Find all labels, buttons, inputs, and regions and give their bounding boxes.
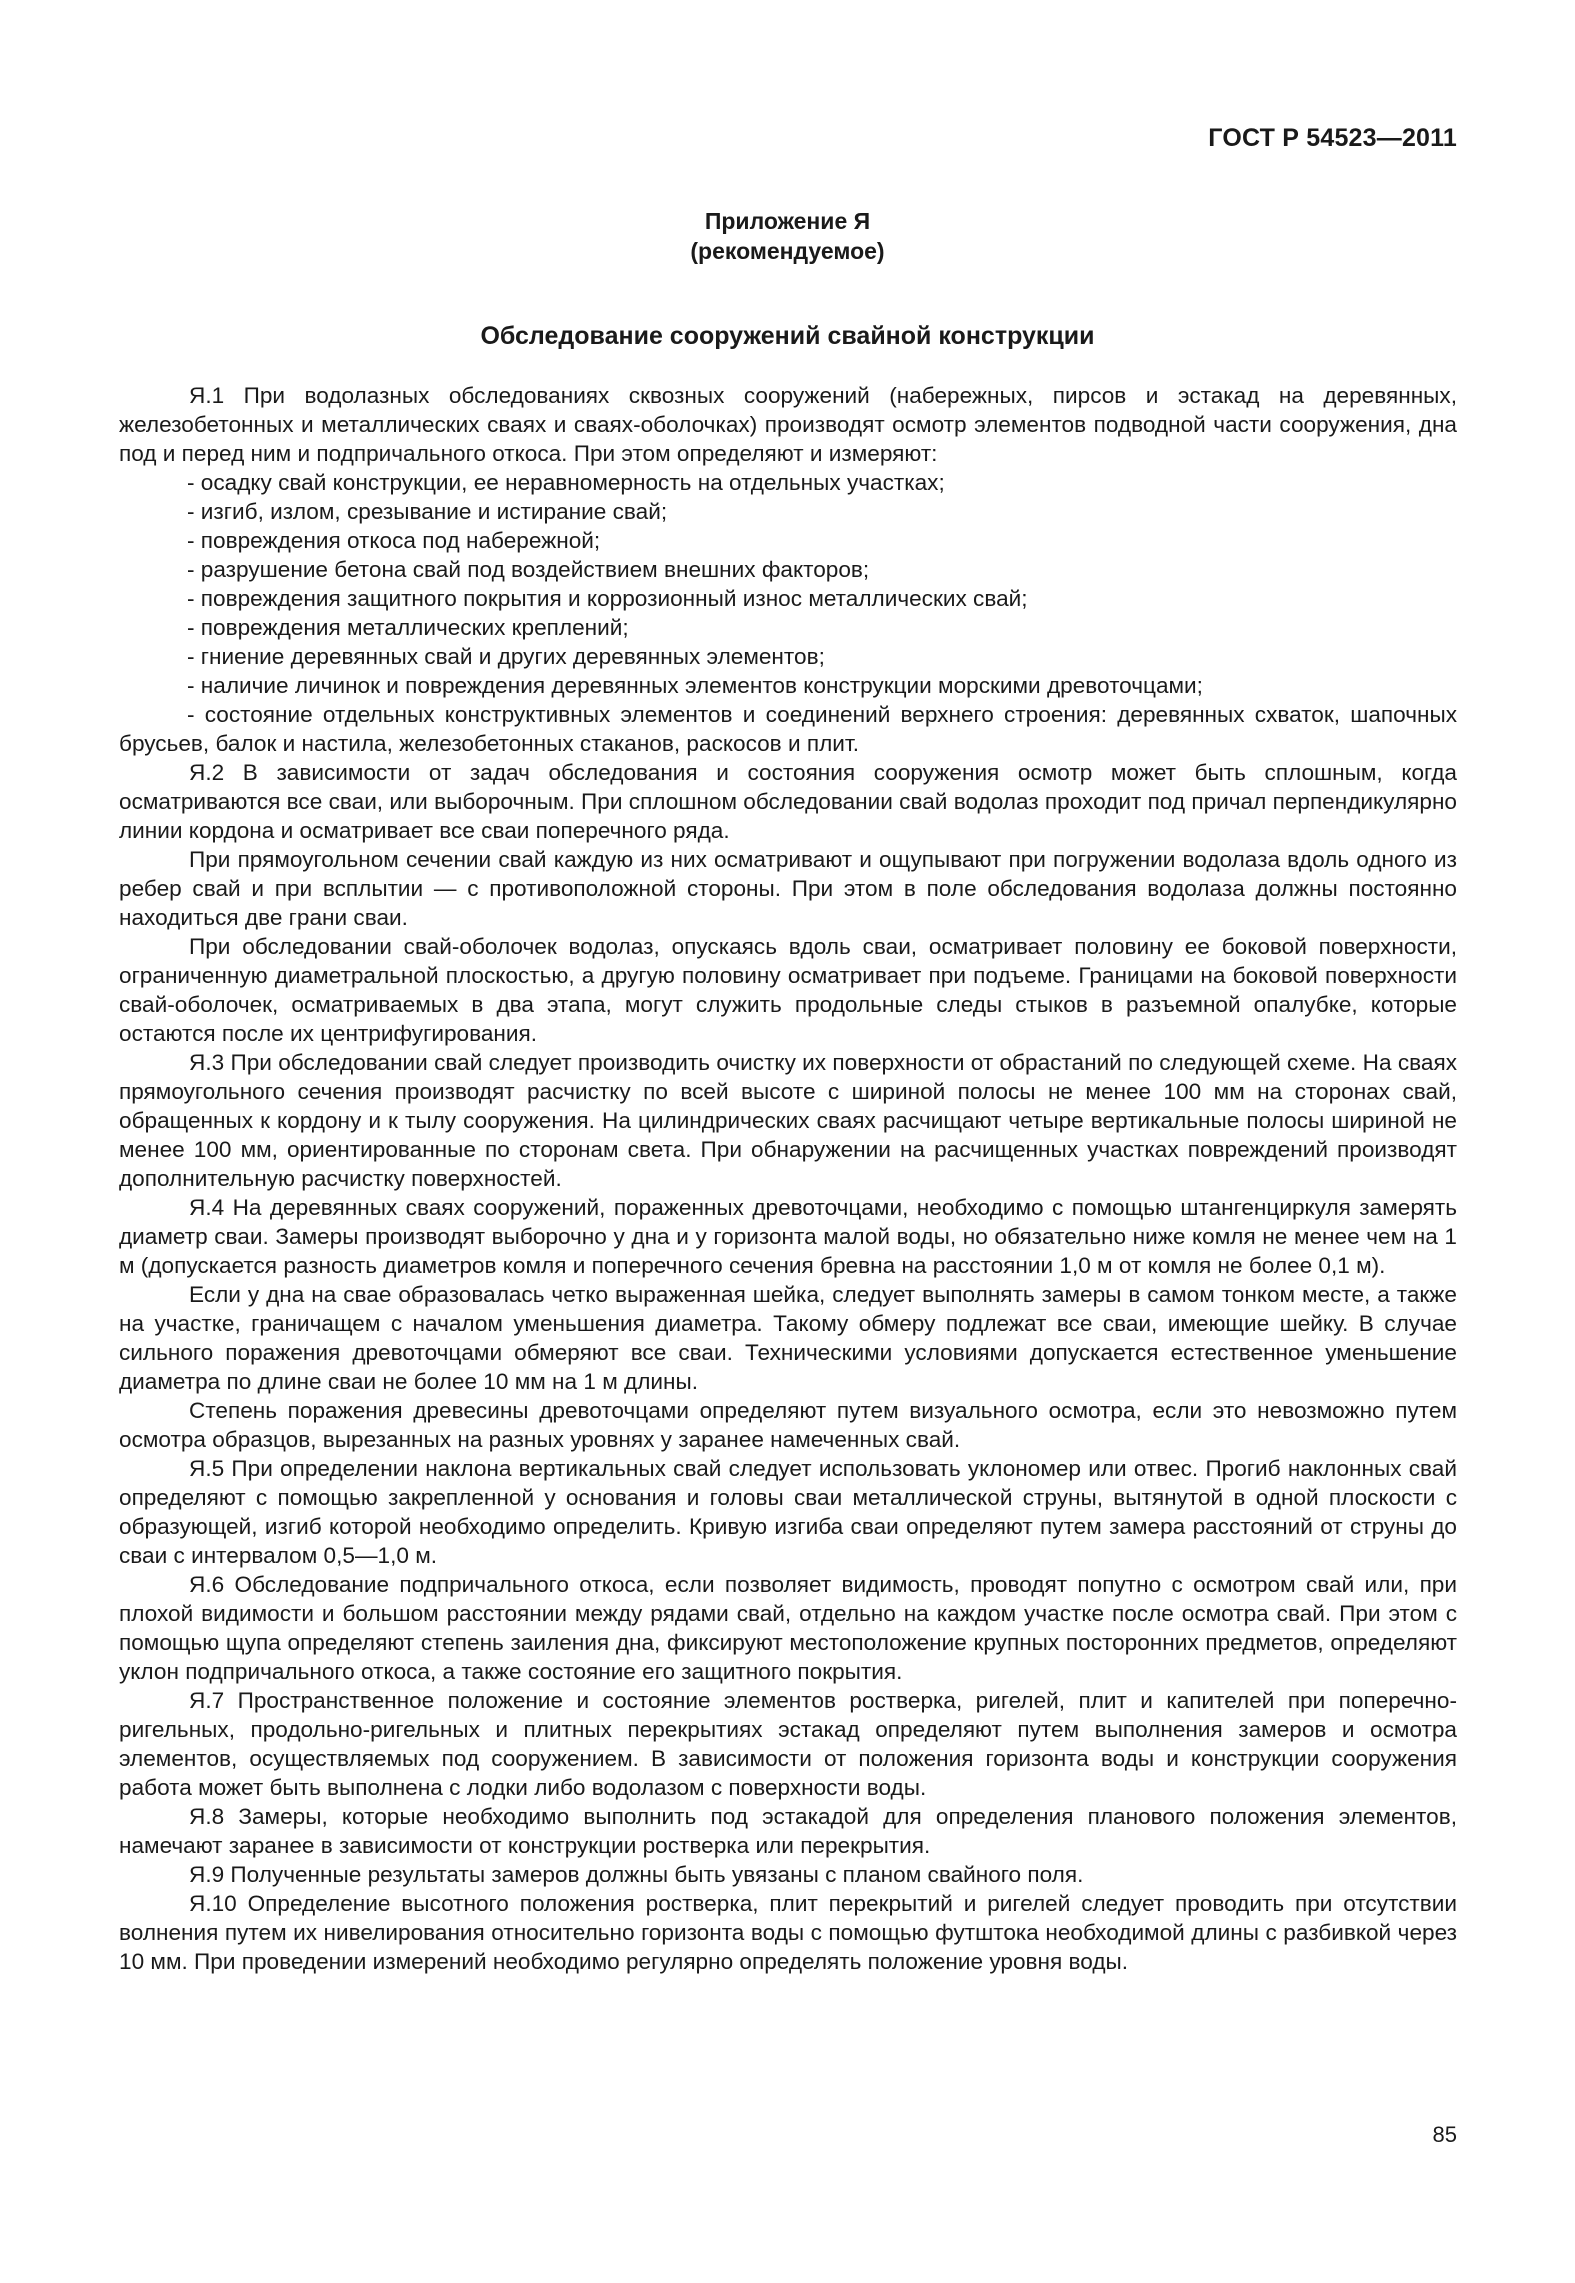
paragraph: Степень поражения древесины древоточцами определяют путем визуального осмотра, если это невозможно путем осмотра образцов, вырезанных на разных уровнях у заранее намеченных свай.: [119, 1398, 1457, 1452]
page-number: 85: [1432, 2122, 1457, 2147]
paragraph-ya7: Я.7 Пространственное положение и состояние элементов ростверка, ригелей, плит и капителей при поперечно-ригельных, продольно-ригельных и плитных перекрытиях эстакад определяют путем выполнения замеров и осмотра элементов, осуществляемых под сооружением. В зависимости от положения горизонта воды и конструкции сооружения работа может быть выполнена с лодки либо водолазом с поверхности воды.: [119, 1688, 1457, 1800]
paragraph: При обследовании свай-оболочек водолаз, опускаясь вдоль сваи, осматривает половину ее боковой поверхности, ограниченную диаметральной плоскостью, а другую половину осматривает при подъеме. Границами на боковой поверхности свай-оболочек, осматриваемых в два этапа, могут служить продольные следы стыков в разъемной опалубке, которые остаются после их центрифугирования.: [119, 934, 1457, 1046]
paragraph-ya8: Я.8 Замеры, которые необходимо выполнить под эстакадой для определения планового положения элементов, намечают заранее в зависимости от конструкции ростверка или перекрытия.: [119, 1804, 1457, 1858]
paragraph-ya1: Я.1 При водолазных обследованиях сквозных сооружений (набережных, пирсов и эстакад на деревянных, железобетонных и металлических сваях и сваях-оболочках) производят осмотр элементов подводной части сооружения, дна под и перед ним и подпричального откоса. При этом определяют и измеряют:: [119, 383, 1457, 466]
list-item: - разрушение бетона свай под воздействием внешних факторов;: [187, 557, 870, 582]
paragraph-ya9: Я.9 Полученные результаты замеров должны быть увязаны с планом свайного поля.: [189, 1862, 1084, 1887]
paragraph-ya3: Я.3 При обследовании свай следует производить очистку их поверхности от обрастаний по следующей схеме. На сваях прямоугольного сечения производят расчистку по всей высоте с шириной полосы не менее 100 мм на сторонах свай, обращенных к кордону и к тылу сооружения. На цилиндрических сваях расчищают четыре вертикальные полосы шириной не менее 100 мм, ориентированные по сторонам света. При обнаружении на расчищенных участках повреждений производят дополнительную расчистку поверхностей.: [119, 1050, 1457, 1191]
appendix-title-line2: (рекомендуемое): [690, 238, 885, 264]
paragraph-ya2: Я.2 В зависимости от задач обследования и состояния сооружения осмотр может быть сплошным, когда осматриваются все сваи, или выборочным. При сплошном обследовании свай водолаз проходит под причал перпендикулярно линии кордона и осматривает все сваи поперечного ряда.: [119, 760, 1457, 843]
list-item: - повреждения металлических креплений;: [187, 615, 629, 640]
body-text: [119, 381, 1457, 1976]
list-item: - состояние отдельных конструктивных элементов и соединений верхнего строения: деревянных схваток, шапочных брусьев, балок и настила, железобетонных стаканов, раскосов и плит.: [119, 702, 1457, 756]
paragraph: Если у дна на свае образовалась четко выраженная шейка, следует выполнять замеры в самом тонком месте, а также на участке, граничащем с началом уменьшения диаметра. Такому обмеру подлежат все сваи, имеющие шейку. В случае сильного поражения древоточцами обмеряют все сваи. Техническими условиями допускается естественное уменьшение диаметра по длине сваи не более 10 мм на 1 м длины.: [119, 1282, 1457, 1394]
appendix-title: [0, 206, 1575, 266]
paragraph-ya6: Я.6 Обследование подпричального откоса, если позволяет видимость, проводят попутно с осмотром свай или, при плохой видимости и большом расстоянии между рядами свай, отдельно на каждом участке после осмотра свай. При этом с помощью щупа определяют степень заиления дна, фиксируют местоположение крупных посторонних предметов, определяют уклон подпричального откоса, а также состояние его защитного покрытия.: [119, 1572, 1457, 1684]
paragraph-ya5: Я.5 При определении наклона вертикальных свай следует использовать уклономер или отвес. Прогиб наклонных свай определяют с помощью закрепленной у основания и головы сваи металлической струны, вытянутой в одной плоскости с образующей, изгиб которой необходимо определить. Кривую изгиба сваи определяют путем замера расстояний от струны до сваи с интервалом 0,5—1,0 м.: [119, 1456, 1457, 1568]
list-item: - наличие личинок и повреждения деревянных элементов конструкции морскими древоточцами;: [187, 673, 1203, 698]
list-item: - повреждения откоса под набережной;: [187, 528, 601, 553]
document-code: ГОСТ Р 54523—2011: [1208, 124, 1457, 152]
paragraph: При прямоугольном сечении свай каждую из них осматривают и ощупывают при погружении водолаза вдоль одного из ребер свай и при всплытии — с противоположной стороны. При этом в поле обследования водолаза должны постоянно находиться две грани сваи.: [119, 847, 1457, 930]
paragraph-ya10: Я.10 Определение высотного положения ростверка, плит перекрытий и ригелей следует проводить при отсутствии волнения путем их нивелирования относительно горизонта воды с помощью футштока необходимой длины с разбивкой через 10 мм. При проведении измерений необходимо регулярно определять положение уровня воды.: [119, 1891, 1457, 1974]
list-item: - изгиб, излом, срезывание и истирание свай;: [187, 499, 668, 524]
list-item: - повреждения защитного покрытия и коррозионный износ металлических свай;: [187, 586, 1028, 611]
paragraph-ya4: Я.4 На деревянных сваях сооружений, пораженных древоточцами, необходимо с помощью штангенциркуля замерять диаметр сваи. Замеры производят выборочно у дна и у горизонта малой воды, но обязательно ниже комля не менее чем на 1 м (допускается разность диаметров комля и поперечного сечения бревна на расстоянии 1,0 м от комля не более 0,1 м).: [119, 1195, 1457, 1278]
appendix-title-line1: Приложение Я: [704, 208, 871, 234]
section-title: Обследование сооружений свайной конструкции: [480, 322, 1095, 350]
list-item: - гниение деревянных свай и других деревянных элементов;: [187, 644, 825, 669]
list-item: - осадку свай конструкции, ее неравномерность на отдельных участках;: [187, 470, 945, 495]
